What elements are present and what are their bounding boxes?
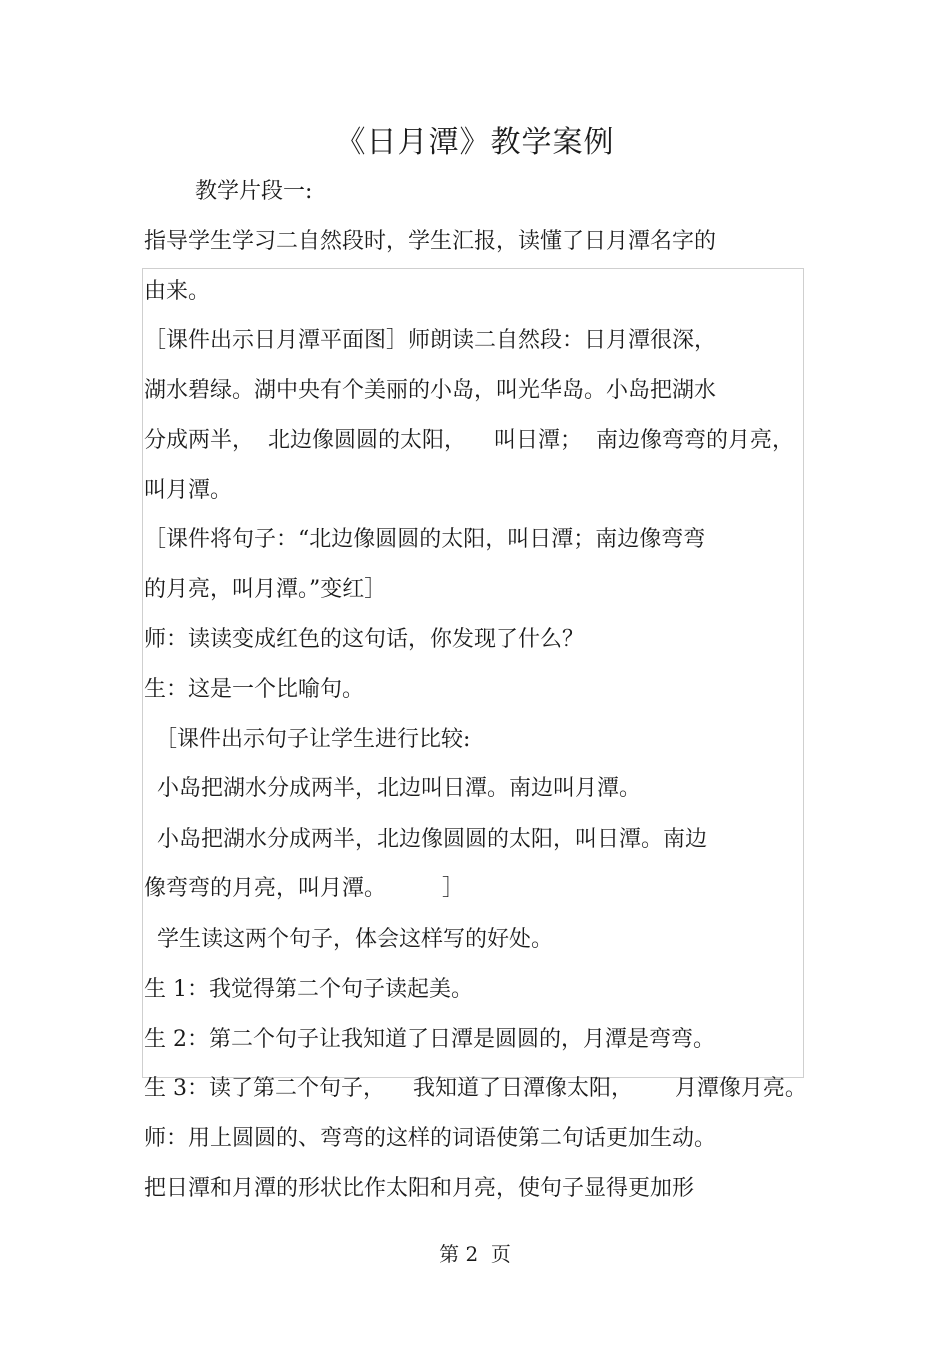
text-line: 生：这是一个比喻句。	[144, 677, 365, 702]
text-line: 生 2：第二个句子让我知道了日潭是圆圆的，月潭是弯弯。	[144, 1027, 715, 1052]
text-line: 把日潭和月潭的形状比作太阳和月亮，使句子显得更加形	[144, 1176, 695, 1201]
text-line: 像弯弯的月亮，叫月潭。 ］	[144, 876, 464, 901]
text-line: 师：用上圆圆的、弯弯的这样的词语使第二句话更加生动。	[144, 1126, 717, 1151]
text-line: 由来。	[144, 279, 211, 304]
page-number: 第 2 页	[439, 1242, 511, 1266]
text-line: 指导学生学习二自然段时，学生汇报，读懂了日月潭名字的	[144, 229, 717, 254]
text-line: 的月亮，叫月潭。”变红］	[144, 577, 387, 602]
text-line: ［课件将句子：“北边像圆圆的太阳，叫日潭；南边像弯弯	[144, 527, 706, 552]
text-line: 小岛把湖水分成两半，北边像圆圆的太阳，叫日潭。南边	[157, 827, 708, 852]
text-line: 叫月潭。	[144, 478, 233, 503]
text-line: ［课件出示句子让学生进行比较:	[155, 727, 471, 752]
text-line: 分成两半， 北边像圆圆的太阳， 叫日潭； 南边像弯弯的月亮，	[144, 428, 794, 453]
text-line: 生 3：读了第二个句子， 我知道了日潭像太阳， 月潭像月亮。	[144, 1076, 807, 1101]
text-line: 小岛把湖水分成两半，北边叫日潭。南边叫月潭。	[157, 776, 642, 801]
text-line: 教学片段一:	[195, 179, 313, 204]
text-line: ［课件出示日月潭平面图］师朗读二自然段：日月潭很深，	[144, 328, 717, 353]
document-title: 《日月潭》教学案例	[335, 125, 615, 160]
text-line: 湖水碧绿。湖中央有个美丽的小岛，叫光华岛。小岛把湖水	[144, 378, 717, 403]
text-line: 生 1：我觉得第二个句子读起美。	[144, 977, 473, 1002]
text-line: 学生读这两个句子，体会这样写的好处。	[157, 927, 554, 952]
text-line: 师：读读变成红色的这句话，你发现了什么？	[144, 627, 585, 652]
